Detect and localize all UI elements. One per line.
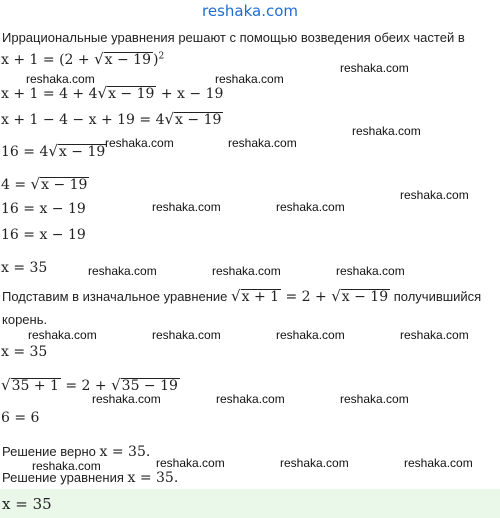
watermark: reshaka.com <box>105 136 174 150</box>
equation-4: 16 = 4√x − 19 <box>1 142 106 160</box>
radical: √x − 19 <box>97 84 155 102</box>
watermark: reshaka.com <box>400 188 469 202</box>
solution-correct: Решение верно x = 35. <box>2 444 151 460</box>
watermark: reshaka.com <box>404 456 473 470</box>
substitute-text: Подставим в изначальное уравнение √x + 1 = 2 + √x − 19 получившийся <box>2 287 482 305</box>
equation-7: 16 = x − 19 <box>1 227 86 243</box>
check-equation-3: 6 = 6 <box>1 410 40 426</box>
watermark: reshaka.com <box>26 72 95 86</box>
watermark: reshaka.com <box>352 124 421 138</box>
watermark: reshaka.com <box>336 264 405 278</box>
watermark: reshaka.com <box>216 392 285 406</box>
watermark: reshaka.com <box>152 328 221 342</box>
answer-box <box>0 489 500 518</box>
radical: √x − 19 <box>48 142 106 160</box>
radical: √35 + 1 <box>1 376 59 394</box>
radical: √x − 19 <box>331 287 389 305</box>
watermark: reshaka.com <box>276 328 345 342</box>
radical: √x − 19 <box>164 110 222 128</box>
equation-1: x + 1 = (2 + √x − 19 )$^2$ <box>1 50 165 68</box>
radical: √x − 19 <box>94 50 151 68</box>
watermark: reshaka.com <box>280 456 349 470</box>
watermark: reshaka.com <box>228 136 297 150</box>
watermark: reshaka.com <box>400 328 469 342</box>
substitute-text-line2: корень. <box>2 312 48 327</box>
watermark: reshaka.com <box>28 328 97 342</box>
site-title: reshaka.com <box>202 2 298 20</box>
watermark: reshaka.com <box>215 72 284 86</box>
watermark: reshaka.com <box>156 456 225 470</box>
radical: √x + 1 <box>231 287 280 305</box>
watermark: reshaka.com <box>340 61 409 75</box>
intro-text: Иррациональные уравнения решают с помощью возведения обеих частей в <box>2 30 465 45</box>
watermark: reshaka.com <box>340 392 409 406</box>
radical: √35 − 19 <box>111 376 178 394</box>
watermark: reshaka.com <box>276 200 345 214</box>
equation-2: x + 1 = 4 + 4√x − 19 + x − 19 <box>1 84 224 102</box>
equation-8: x = 35 <box>1 260 48 276</box>
solution-statement: Решение уравнения x = 35. <box>2 470 179 486</box>
equation-6: 16 = x − 19 <box>1 201 86 217</box>
watermark: reshaka.com <box>88 264 157 278</box>
equation-3: x + 1 − 4 − x + 19 = 4√x − 19 <box>1 110 222 128</box>
watermark: reshaka.com <box>212 264 281 278</box>
check-equation-2: √35 + 1 = 2 + √35 − 19 <box>1 376 178 394</box>
watermark: reshaka.com <box>32 459 101 473</box>
check-equation-1: x = 35 <box>1 344 48 360</box>
radical: √x − 19 <box>30 175 88 193</box>
equation-5: 4 = √x − 19 <box>1 175 88 193</box>
eq1-left: x + 1 = (2 + <box>1 52 95 68</box>
answer-value: x = 35 <box>2 495 52 513</box>
watermark: reshaka.com <box>152 200 221 214</box>
watermark: reshaka.com <box>92 392 161 406</box>
